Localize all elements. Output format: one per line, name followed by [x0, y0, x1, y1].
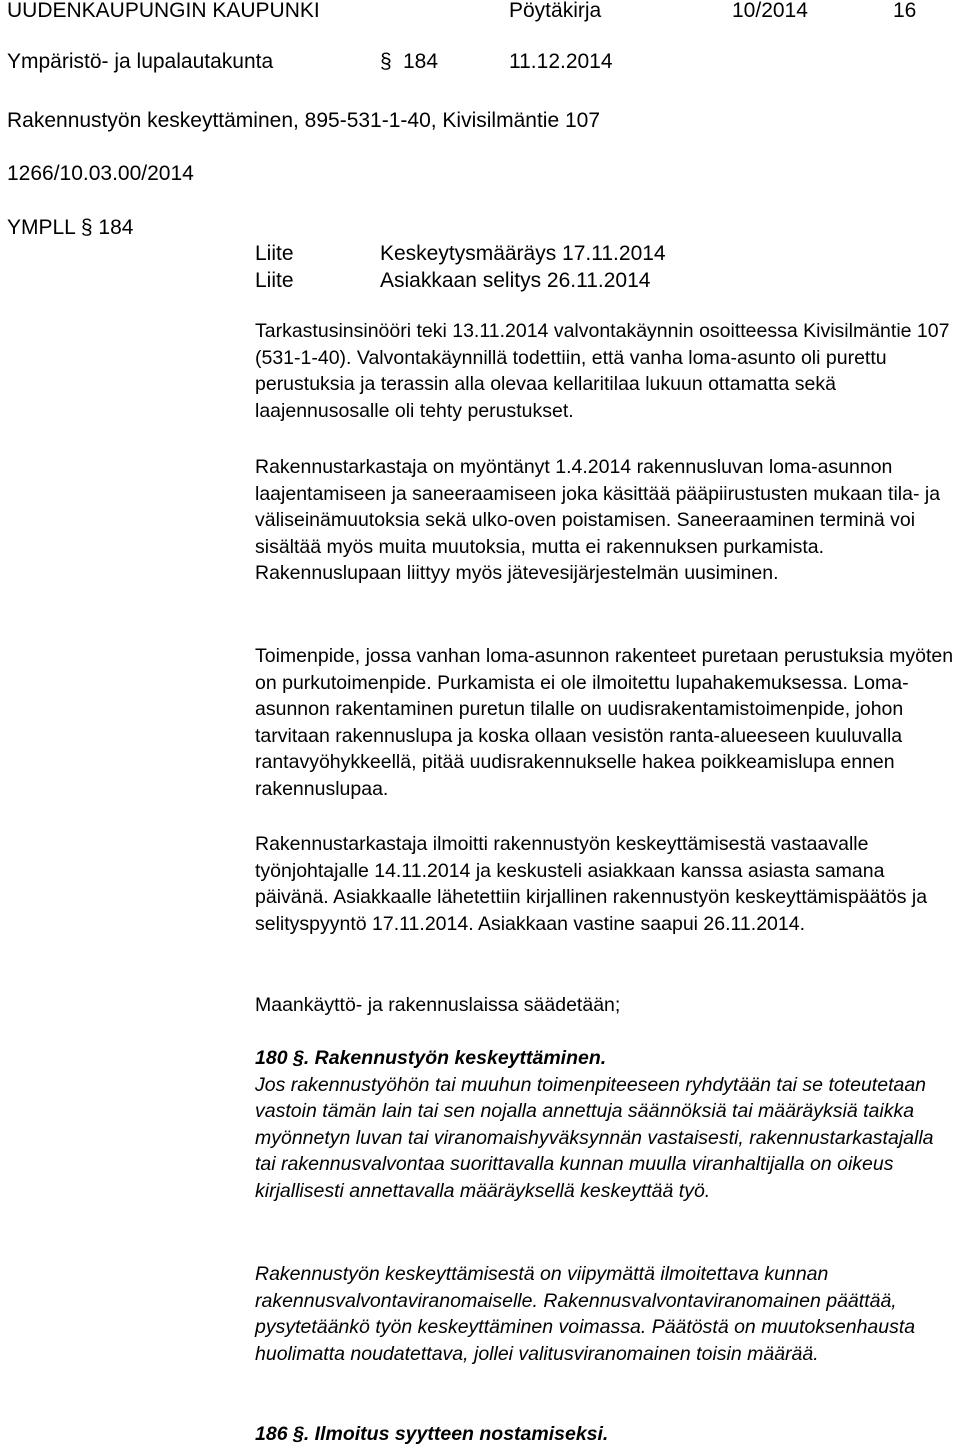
law-section-180 [255, 1045, 958, 1205]
law-section-180-heading: 180 §. Rakennustyön keskeyttäminen. [255, 1047, 607, 1069]
previous-handling: YMPLL § 184 [7, 216, 134, 239]
paragraph-inspection: Tarkastusinsinööri teki 13.11.2014 valvontakäynnin osoitteessa Kivisilmäntie 107 (531-1-40). Valvontakäynnillä todettiin, että vanha loma-asunto oli purettu perustuksia ja terassin alla olevaa kellaritilaa lukuun ottamatta sekä laajennusosalle oli tehty perustukset. [255, 320, 950, 422]
attachment-text: Keskeytysmääräys 17.11.2014 [380, 242, 666, 265]
section-number: 184 [403, 50, 439, 73]
document-number: 10/2014 [732, 0, 808, 22]
attachment-label: Liite [255, 242, 294, 265]
paragraph-law-intro: Maankäyttö- ja rakennuslaissa säädetään; [255, 994, 621, 1016]
law-section-180-continued: Rakennustyön keskeyttämisestä on viipymättä ilmoitettava kunnan rakennusvalvontaviranomaiselle. Rakennusvalvontaviranomainen päättää, pysytetäänkö työn keskeyttäminen voimassa. Päätöstä on muutoksenhausta huolimatta noudatettava, jollei valitusviranomainen toisin määrää. [255, 1263, 916, 1365]
committee-name: Ympäristö- ja lupalautakunta [7, 50, 274, 73]
section-sign: § [380, 50, 392, 73]
attachment-text: Asiakkaan selitys 26.11.2014 [380, 269, 651, 292]
paragraph-notification: Rakennustarkastaja ilmoitti rakennustyön keskeyttämisestä vastaavalle työnjohtajalle 14.11.2014 ja keskusteli asiakkaan kanssa asiasta samana päivänä. Asiakkaalle lähetettiin kirjallinen rakennustyön keskeyttämispäätös ja selityspyyntö 17.11.2014. Asiakkaan vastine saapui 26.11.2014. [255, 833, 928, 935]
attachment-label: Liite [255, 269, 294, 292]
paragraph-demolition: Toimenpide, jossa vanhan loma-asunnon rakenteet puretaan perustuksia myöten on purkutoimenpide. Purkamista ei ole ilmoitettu lupahakemuksessa. Loma-asunnon rakentaminen puretun tilalle on uudisrakentamistoimenpide, johon tarvitaan rakennuslupa ja koska ollaan vesistön ranta-alueeseen kuuluvalla rantavyöhykkeellä, pitää uudisrakennukselle hakea poikkeamislupa ennen rakennuslupaa. [255, 645, 954, 800]
meeting-date: 11.12.2014 [509, 50, 613, 73]
document-type: Pöytäkirja [509, 0, 602, 22]
item-title: Rakennustyön keskeyttäminen, 895-531-1-40, Kivisilmäntie 107 [7, 109, 600, 132]
law-section-180-body: Jos rakennustyöhön tai muuhun toimenpiteeseen ryhdytään tai se toteutetaan vastoin tämän lain tai sen nojalla annettuja säännöksiä tai määräyksiä taikka myönnetyn luvan tai viranomaishyväksynnän vastaisesti, rakennustarkastajalla tai rakennusvalvontaa suorittavalla kunnan muulla viranhaltijalla on oikeus kirjallisesti annettavalla määräyksellä keskeyttää työ. [255, 1073, 934, 1202]
page-number: 16 [893, 0, 917, 22]
paragraph-building-permit: Rakennustarkastaja on myöntänyt 1.4.2014 rakennusluvan loma-asunnon laajentamiseen ja saneeraamiseen joka käsittää pääpiirustusten mukaan tila- ja väliseinämuutoksia sekä ulko-oven poistamisen. Saneeraaminen terminä voi sisältää myös muita muutoksia, mutta ei rakennuksen purkamista. Rakennuslupaan liittyy myös jätevesijärjestelmän uusiminen. [255, 456, 941, 585]
municipality-name: UUDENKAUPUNGIN KAUPUNKI [7, 0, 320, 22]
reference-number: 1266/10.03.00/2014 [7, 162, 194, 185]
law-section-186-heading: 186 §. Ilmoitus syytteen nostamiseksi. [255, 1423, 609, 1445]
